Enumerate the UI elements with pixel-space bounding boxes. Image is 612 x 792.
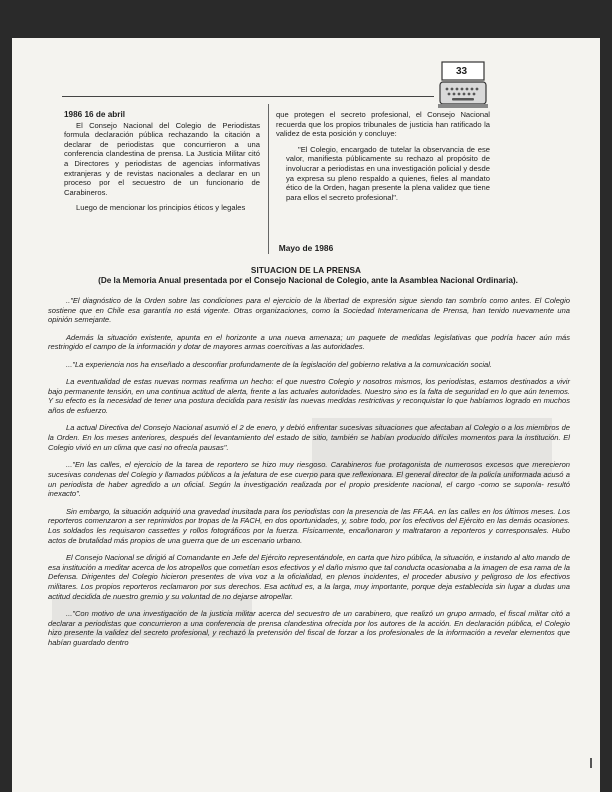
right-column: [276, 110, 490, 208]
body-text: [48, 296, 570, 655]
paragraph: ..."Con motivo de una investigación de la justicia militar acerca del secuestro de un carabinero, que realizó un grupo armado, el fiscal militar citó a declarar a periodistas que concurrieron a una conferencia de prensa clandestina ofrecida por los autores de la acción. En declaración pública, el Colegio hizo presente la validez del secreto profesional, y rechazó la pretensión del fiscal de forzar a los profesionales de la información a revelar elementos que habían guardado dentro: [48, 609, 570, 648]
paragraph: .."El diagnóstico de la Orden sobre las condiciones para el ejercicio de la libertad de expresión sigue siendo tan sombrío como antes. El Colegio sostiene que en Chile esa garantía no está vigente. Otras organizaciones, como la Sociedad Interamericana de Prensa, han tenido nuevamente una opinión semejante.: [48, 296, 570, 325]
page-number: 33: [456, 66, 468, 77]
date-heading: 1986 16 de abril: [64, 110, 125, 119]
column-divider: [268, 104, 269, 254]
quote-paragraph: "El Colegio, encargado de tutelar la observancia de ese valor, manifiesta públicamente su rechazo al propósito de involucrar a periodistas en una investigación policial y desde ya expresa su pleno respaldo a quienes, fieles al mandato ético de la Orden, hagan presente la plena validez que tiene para ellos el secreto profesional".: [286, 144, 490, 202]
paragraph: que protegen el secreto profesional, el Consejo Nacional recuerda que los propios tribunales de justicia han ratificado la validez de esta posición y concluye:: [276, 110, 490, 139]
paragraph: El Consejo Nacional del Colegio de Periodistas formula declaración pública rechazando la citación a declarar de periodistas que concurrieron a una conferencia clandestina de prensa. La Justicia Militar citó a Directores y periodistas de agencias informativas extranjeras y de revistas nacionales a declarar en un proceso por el secuestro de un funcionario de Carabineros.: [64, 120, 260, 197]
paragraph: La actual Directiva del Consejo Nacional asumió el 2 de enero, y debió enfrentar sucesivas situaciones que afectaban al Colegio o a los miembros de la Orden. En los meses anteriores, después del levantamiento del estado de sitio, también se habían producido difíciles momentos para la institución. El Colegio vivió en un clima que casi no ofrecía pausas".: [48, 423, 570, 452]
paragraph: La eventualidad de estas nuevas normas reafirma un hecho: el que nuestro Colegio y nosotros mismos, los periodistas, estamos destinados a vivir bajo permanente tensión, en una continua actitud de alerta, frente a las actuales autoridades. Nuestro sino es la falta de seguridad en lo que aún tenemos. Y su efecto es la necesidad de tener una postura decidida para resistir las nuevas medidas restrictivas y reconquistar lo que habíamos logrado en muchos años de esfuerzo.: [48, 377, 570, 416]
section-subtitle: (De la Memoria Anual presentada por el Consejo Nacional de Colegio, ante la Asamblea Nacional Ordinaria).: [98, 276, 518, 285]
paragraph: Además la situación existente, apunta en el horizonte a una nueva amenaza; un paquete de medidas legislativas que podría hacer aún más restringido el campo de la información y dotar de mayores armas coercitivas a las autoridades.: [48, 332, 570, 352]
header-rule: [62, 96, 434, 97]
left-column: [64, 110, 260, 219]
paragraph: Luego de mencionar los principios éticos y legales: [76, 203, 246, 213]
paragraph: ..."En las calles, el ejercicio de la tarea de reportero se hizo muy riesgoso. Carabineros fue protagonista de numerosos excesos que merecieron sucesivas condenas del Colegio y llamados públicos a la jefatura de ese cuerpo para que reflexionara. El general director de la policía uniformada acusó a un periodista de haber agredido a un oficial. Según la investigación realizada por el propio presidente nacional, el cargo -como se suponía- resultó inexacto".: [48, 460, 570, 499]
paragraph: Sin embargo, la situación adquirió una gravedad inusitada para los periodistas con la presencia de las FF.AA. en las calles en los últimos meses. Los reporteros comenzaron a ser reprimidos por tropas de la FACH, en dos oportunidades, y, sobre todo, por los efectivos del Ejército en las demás ocasiones. Los soldados les requisaron cassettes y rollos fotográficos por la fuerza. Físicamente, encañonaron y maltrataron a reporteros y corresponsales. Hubo actos de brutalidad más propios de una guerra que de un escenario urbano.: [48, 506, 570, 545]
paragraph: ..."La experiencia nos ha enseñado a desconfiar profundamente de la legislación del gobierno relativa a la comunicación social.: [66, 359, 492, 369]
section-title: SITUACION DE LA PRENSA: [250, 266, 362, 275]
month-heading: Mayo de 1986: [278, 243, 334, 253]
paragraph: El Consejo Nacional se dirigió al Comandante en Jefe del Ejército representándole, en carta que hizo pública, la situación, e instando al alto mando de esa institución a meditar acerca de los atropellos que cometían esos efectivos y el daño mismo que tal conducta ocasionaba a la imagen de esa rama de la Defensa. Dirigentes del Colegio hicieron presentes de viva voz a la oficialidad, en plenos incidentes, el proceder abusivo y peligroso de los efectivos militares. Los propios reporteros reclamaron por sus derechos. Esa actitud es, a la larga, muy importante, porque deja establecida sin lugar a dudas una actitud decidida de nuestro gremio y su voluntad de no dejarse atropellar.: [48, 552, 570, 601]
margin-mark: [590, 758, 592, 768]
document-page: [12, 38, 600, 792]
